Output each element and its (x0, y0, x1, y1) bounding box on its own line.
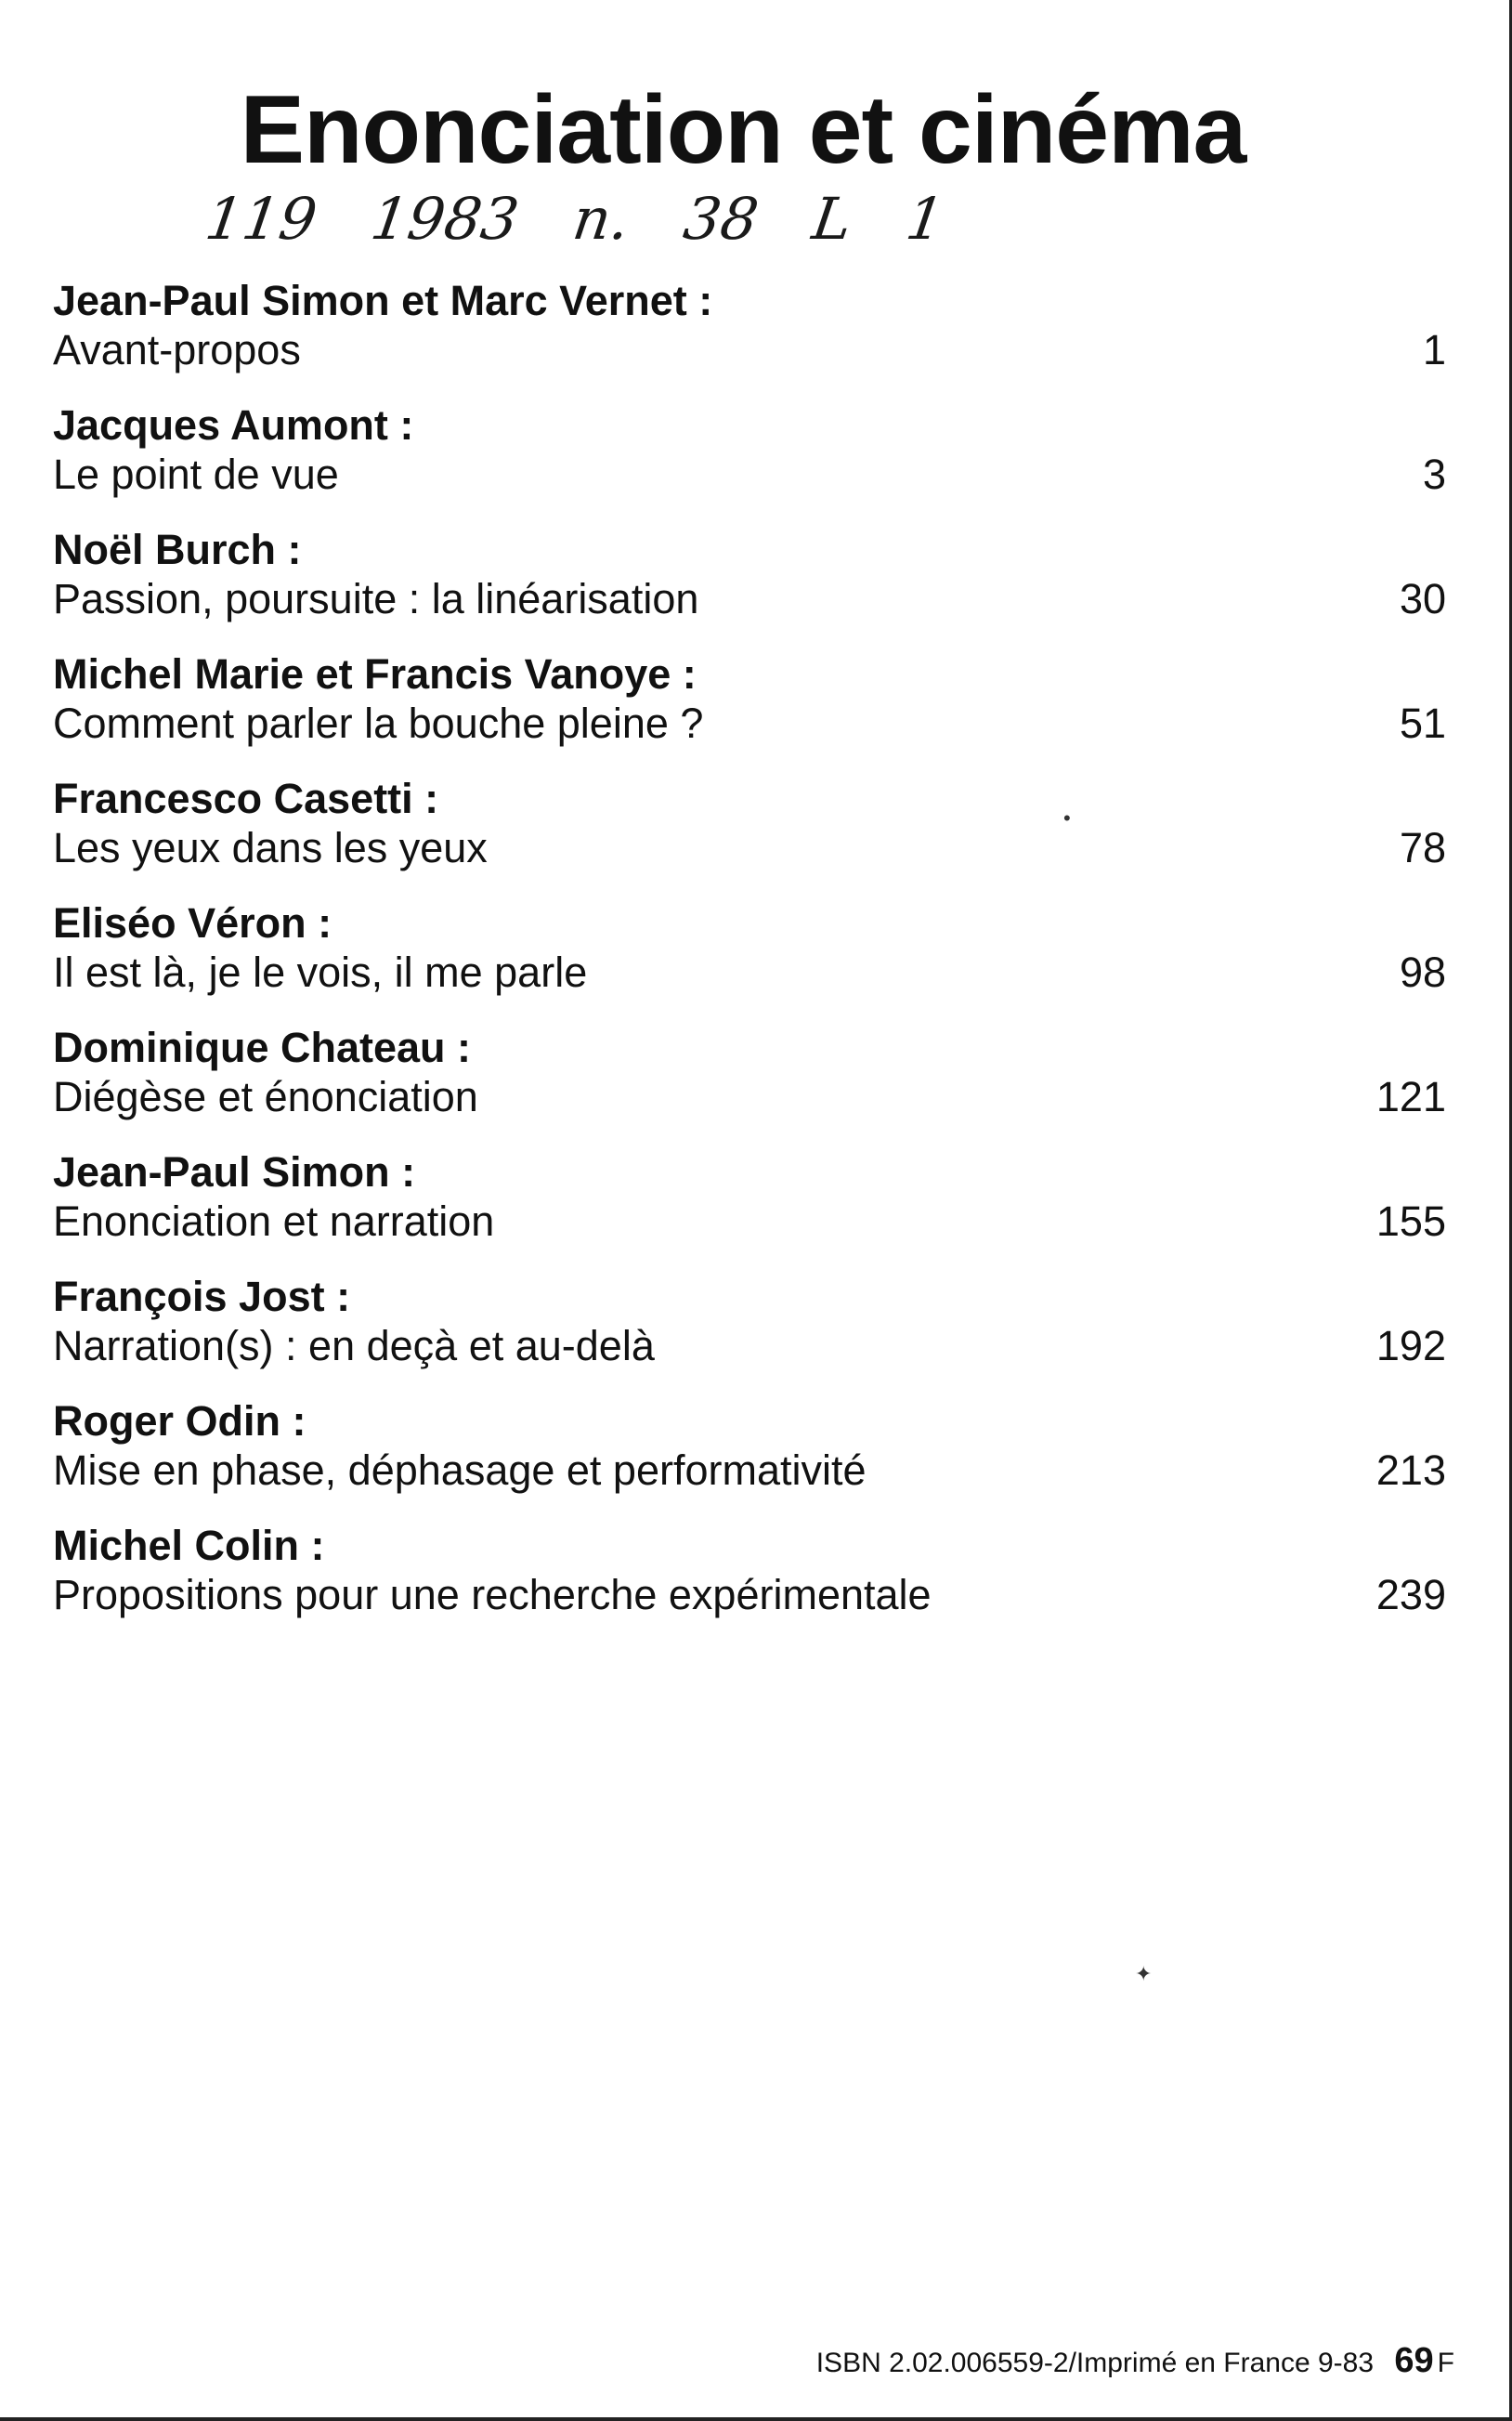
scan-edge-bottom (0, 2417, 1512, 2421)
toc-article-title: Propositions pour une recherche expérimentale (53, 1571, 932, 1618)
toc-page-number: 51 (1399, 700, 1446, 747)
toc-article-title: Le point de vue (53, 451, 339, 498)
toc-entry (53, 1397, 1446, 1522)
isbn-line: ISBN 2.02.006559-2/Imprimé en France 9-83 (815, 2348, 1375, 2378)
toc-entry (53, 1148, 1446, 1273)
scan-speck: • (1063, 806, 1071, 830)
toc-page-number: 155 (1375, 1197, 1446, 1245)
toc-article-title: Passion, poursuite : la linéarisation (53, 575, 699, 622)
toc-page-number: 192 (1375, 1322, 1446, 1369)
toc-page-number: 121 (1375, 1073, 1446, 1120)
toc-page-number: 30 (1399, 575, 1446, 622)
toc-entry (53, 526, 1446, 650)
toc-page-number: 239 (1375, 1571, 1446, 1618)
toc-article-title: Les yeux dans les yeux (53, 824, 488, 871)
toc-article-title: Narration(s) : en deçà et au-delà (53, 1322, 655, 1369)
table-of-contents (53, 277, 1446, 1646)
toc-author: Francesco Casetti : (53, 775, 439, 822)
footer-imprint (816, 2343, 1454, 2378)
toc-article-title: Avant-propos (53, 326, 301, 373)
toc-page-number: 78 (1399, 824, 1446, 871)
toc-entry (53, 401, 1446, 526)
toc-entry (53, 650, 1446, 775)
toc-author: Jean-Paul Simon et Marc Vernet : (53, 277, 713, 324)
toc-page-number: 1 (1422, 326, 1446, 373)
handwritten-note: 119 1983 n. 38 L 1 (201, 185, 949, 253)
toc-entry (53, 1273, 1446, 1397)
toc-author: Dominique Chateau : (53, 1024, 472, 1071)
toc-entry (53, 1024, 1446, 1148)
toc-page-number: 98 (1399, 949, 1446, 996)
toc-article-title: Comment parler la bouche pleine ? (53, 700, 704, 747)
price: 69 (1394, 2341, 1434, 2380)
toc-author: Noël Burch : (53, 526, 302, 573)
toc-entry (53, 899, 1446, 1024)
toc-entry (53, 775, 1446, 899)
toc-author: Roger Odin : (53, 1397, 306, 1445)
toc-author: François Jost : (53, 1273, 351, 1320)
toc-author: Jean-Paul Simon : (53, 1148, 416, 1196)
toc-entry (53, 277, 1446, 401)
toc-entry (53, 1522, 1446, 1646)
toc-article-title: Enonciation et narration (53, 1197, 495, 1245)
toc-article-title: Mise en phase, déphasage et performativité (53, 1446, 867, 1494)
toc-article-title: Diégèse et énonciation (53, 1073, 478, 1120)
scan-speck: ✦ (1135, 1962, 1153, 1985)
toc-author: Michel Colin : (53, 1522, 325, 1569)
price-currency: F (1437, 2348, 1454, 2378)
toc-page-number: 3 (1422, 451, 1446, 498)
toc-author: Jacques Aumont : (53, 401, 414, 449)
page-title: Enonciation et cinéma (240, 76, 1246, 184)
toc-page-number: 213 (1375, 1446, 1446, 1494)
toc-author: Eliséo Véron : (53, 899, 332, 947)
toc-author: Michel Marie et Francis Vanoye : (53, 650, 697, 698)
toc-article-title: Il est là, je le vois, il me parle (53, 949, 588, 996)
